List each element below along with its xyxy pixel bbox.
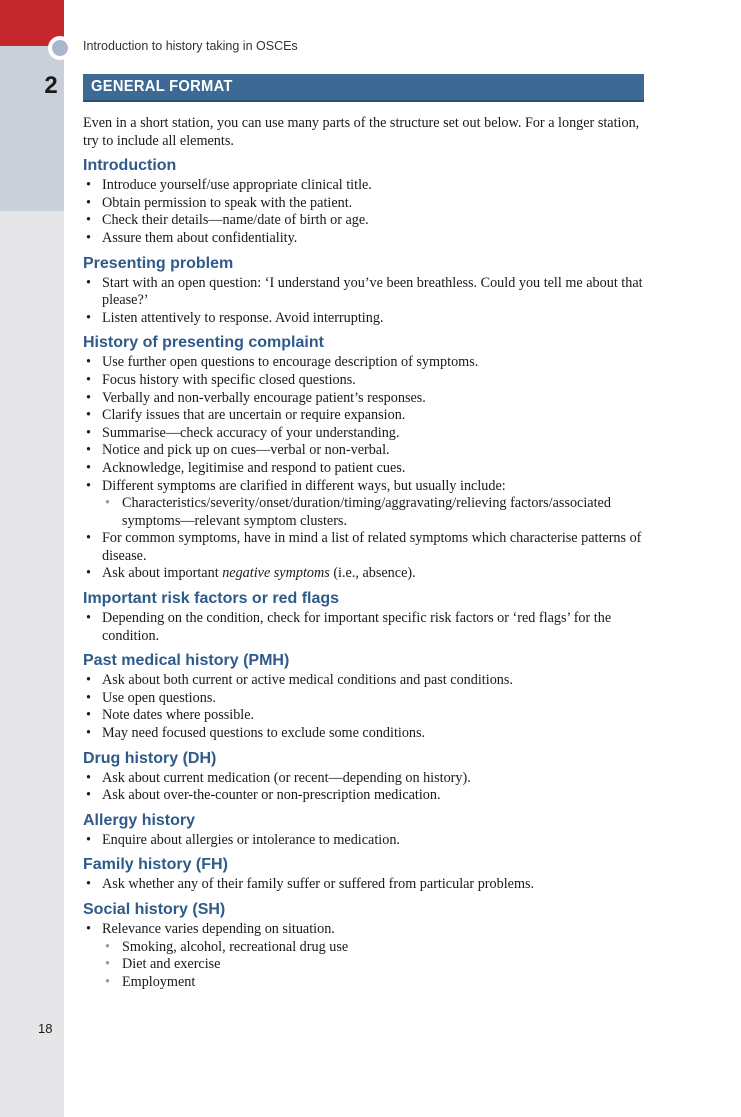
list-item: • Focus history with specific closed questions. (83, 372, 647, 390)
section-bar (83, 74, 644, 102)
list-presenting-problem (83, 275, 647, 328)
list-sh (83, 921, 647, 939)
sublist-hpc (83, 495, 647, 530)
page-content (83, 115, 647, 991)
heading-dh: Drug history (DH) (83, 749, 217, 767)
list-pmh (83, 672, 647, 742)
list-hpc (83, 354, 647, 495)
list-item: • Use further open questions to encourage description of symptoms. (83, 354, 647, 372)
page-number: 18 (38, 1021, 53, 1036)
list-item: • Ask about current medication (or recent—depending on history). (83, 770, 647, 788)
list-introduction (83, 177, 647, 247)
list-fh (83, 876, 647, 894)
list-item: • Notice and pick up on cues—verbal or non-verbal. (83, 442, 647, 460)
list-item: • Listen attentively to response. Avoid interrupting. (83, 310, 647, 328)
list-item: • Summarise—check accuracy of your understanding. (83, 425, 647, 443)
heading-allergy: Allergy history (83, 811, 196, 829)
margin-blue-tab (0, 46, 64, 211)
list-item: • Check their details—name/date of birth or age. (83, 212, 647, 230)
heading-introduction: Introduction (83, 157, 177, 175)
list-item: • Introduce yourself/use appropriate clinical title. (83, 177, 647, 195)
list-item: • Different symptoms are clarified in different ways, but usually include: (83, 478, 647, 496)
list-item: • Assure them about confidentiality. (83, 230, 647, 248)
list-hpc-continued (83, 530, 647, 583)
heading-risk-factors: Important risk factors or red flags (83, 590, 340, 608)
list-item: • Acknowledge, legitimise and respond to patient cues. (83, 460, 647, 478)
intro-paragraph: Even in a short station, you can use many parts of the structure set out below. For a longer station, try to include all elements. (83, 115, 640, 149)
list-item: • May need focused questions to exclude some conditions. (83, 725, 647, 743)
section-title: GENERAL FORMAT (91, 78, 233, 95)
running-head: Introduction to history taking in OSCEs (83, 39, 298, 53)
heading-presenting-problem: Presenting problem (83, 254, 234, 272)
list-item: • Enquire about allergies or intolerance to medication. (83, 832, 647, 850)
list-allergy (83, 832, 647, 850)
sub-list-item: • Characteristics/severity/onset/duration/timing/aggravating/relieving factors/associated symptoms—relevant symptom clusters. (83, 495, 647, 530)
heading-hpc: History of presenting complaint (83, 334, 324, 352)
list-item: • Ask whether any of their family suffer or suffered from particular problems. (83, 876, 647, 894)
list-item: • Obtain permission to speak with the patient. (83, 195, 647, 213)
list-item: • For common symptoms, have in mind a list of related symptoms which characterise patterns of disease. (83, 530, 647, 565)
list-item: • Clarify issues that are uncertain or require expansion. (83, 407, 647, 425)
negative-symptoms-emphasis: negative symptoms (222, 565, 330, 582)
list-item: • Ask about both current or active medical conditions and past conditions. (83, 672, 647, 690)
list-risk-factors (83, 610, 647, 645)
running-head-dot-icon (48, 36, 72, 60)
list-item-negative-symptoms (83, 565, 647, 583)
chapter-number: 2 (44, 72, 58, 99)
sub-list-item: • Employment (83, 974, 647, 992)
sublist-sh (83, 939, 647, 992)
sub-list-item: • Diet and exercise (83, 956, 647, 974)
heading-sh: Social history (SH) (83, 901, 226, 918)
negative-symptoms-suffix: (i.e., absence). (329, 565, 416, 582)
list-item: • Start with an open question: ‘I understand you’ve been breathless. Could you tell me about that please?’ (83, 275, 647, 310)
list-item: • Depending on the condition, check for important specific risk factors or ‘red flags’ for the condition. (83, 610, 647, 645)
list-item: • Verbally and non-verbally encourage patient’s responses. (83, 390, 647, 408)
list-item: • Ask about over-the-counter or non-prescription medication. (83, 787, 647, 805)
sub-list-item: • Smoking, alcohol, recreational drug use (83, 939, 647, 957)
list-item: • Relevance varies depending on situation. (83, 921, 647, 939)
list-dh (83, 770, 647, 805)
heading-fh: Family history (FH) (83, 856, 228, 874)
list-item: • Note dates where possible. (83, 707, 647, 725)
negative-symptoms-prefix: Ask about important (102, 565, 223, 582)
heading-pmh: Past medical history (PMH) (83, 652, 290, 670)
list-item: • Use open questions. (83, 690, 647, 708)
